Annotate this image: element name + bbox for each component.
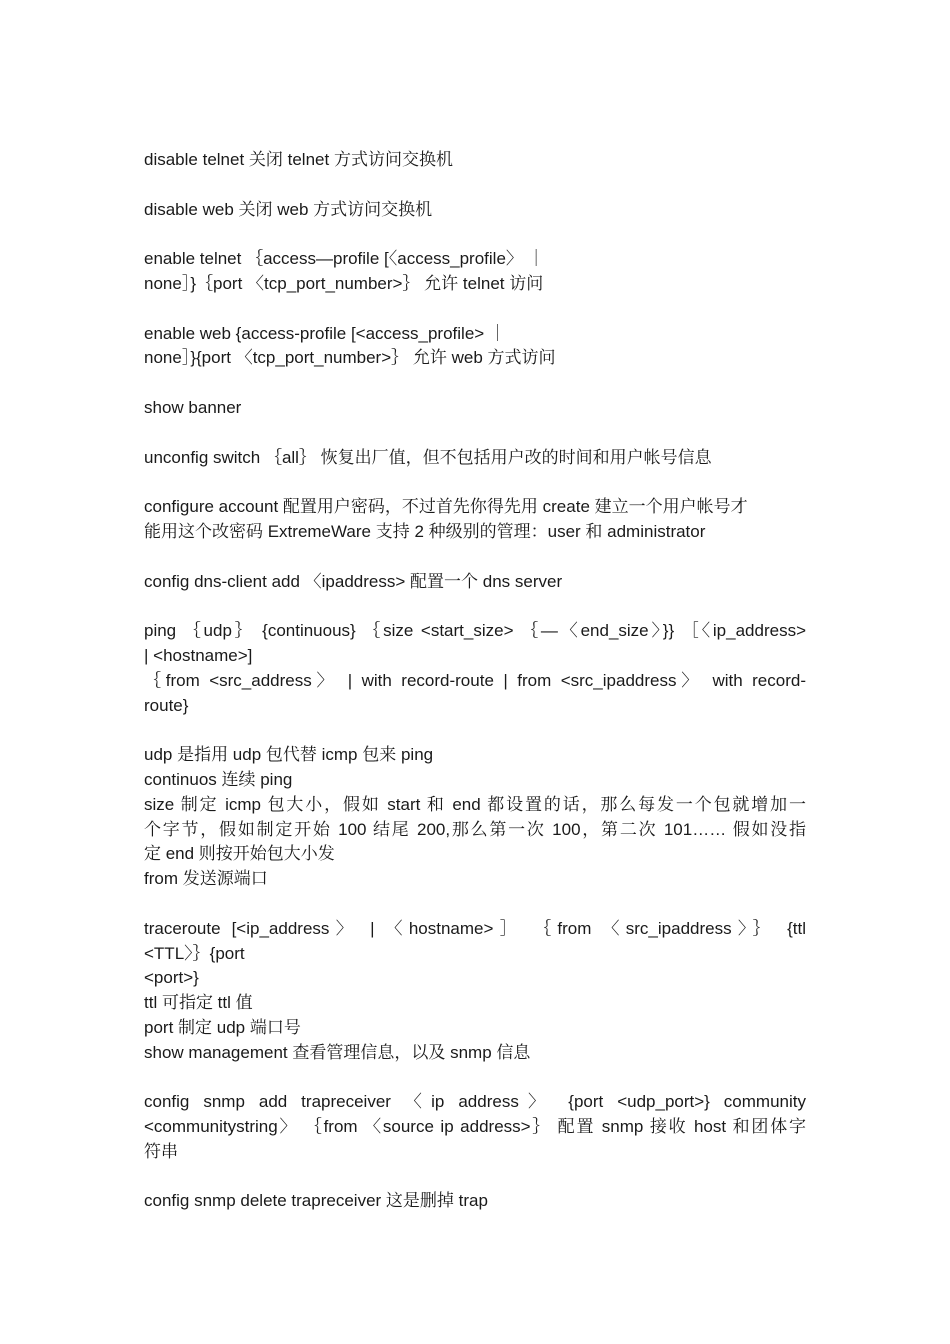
text-line: <port>} <box>144 968 199 988</box>
text-line: enable web {access-profile [<access_profile> ｜ <box>144 323 506 343</box>
text-line: show management 查看管理信息，以及 snmp 信息 <box>144 1042 531 1062</box>
text-line: continuos 连续 ping <box>144 769 293 789</box>
paragraph-disable-telnet <box>144 148 806 173</box>
text-line: route} <box>144 695 189 715</box>
text-line: ping ｛udp｝ {continuous} ｛size <start_size> ｛—〈end_size〉}} ［〈ip_address> <box>144 621 806 641</box>
text-line: ｛from <src_address〉 | with record-route | from <src_ipaddress〉 with record- <box>144 670 806 690</box>
text-line: ttl 可指定 ttl 值 <box>144 993 253 1013</box>
text-line: <communitystring〉 ｛from 〈source ip address>｝ 配置 snmp 接收 host 和团体字 <box>144 1117 806 1137</box>
paragraph-disable-web <box>144 198 806 223</box>
paragraph-config-dns-client <box>144 570 806 595</box>
paragraph-ping-options <box>144 743 806 892</box>
text-line: 能用这个改密码 ExtremeWare 支持 2 种级别的管理：user 和 administrator <box>144 521 706 541</box>
text-line: config snmp delete trapreceiver 这是删掉 trap <box>144 1191 488 1211</box>
text-line: none］}｛port 〈tcp_port_number>｝ 允许 telnet 访问 <box>144 273 544 293</box>
text-line: none］}{port 〈tcp_port_number>｝ 允许 web 方式访问 <box>144 348 556 368</box>
paragraph-traceroute <box>144 917 806 1066</box>
text-line: config snmp add trapreceiver 〈ip address〉 {port <udp_port>} community <box>144 1092 806 1112</box>
text-line: show banner <box>144 397 242 417</box>
text-line: | <hostname>] <box>144 645 253 665</box>
paragraph-enable-web <box>144 322 806 372</box>
paragraph-config-snmp-delete <box>144 1189 806 1214</box>
text-line: from 发送源端口 <box>144 869 268 889</box>
text-line: enable telnet ｛access—profile [〈access_profile〉 ｜ <box>144 249 545 269</box>
text-line: configure account 配置用户密码，不过首先你得先用 create 建立一个用户帐号才 <box>144 497 748 517</box>
paragraph-unconfig-switch <box>144 446 806 471</box>
document-body <box>144 148 806 1214</box>
text-line: config dns-client add 〈ipaddress> 配置一个 dns server <box>144 571 563 591</box>
paragraph-config-snmp-add <box>144 1090 806 1164</box>
text-line: 定 end 则按开始包大小发 <box>144 844 335 864</box>
text-line: 个字节，假如制定开始 100 结尾 200,那么第一次 100，第二次 101…… 假如没指 <box>144 819 806 839</box>
text-line: unconfig switch ｛all｝ 恢复出厂值，但不包括用户改的时间和用户帐号信息 <box>144 447 712 467</box>
text-line: port 制定 udp 端口号 <box>144 1017 301 1037</box>
paragraph-show-banner <box>144 396 806 421</box>
paragraph-ping <box>144 619 806 718</box>
text-line: 符串 <box>144 1141 178 1161</box>
text-line: disable web 关闭 web 方式访问交换机 <box>144 199 433 219</box>
text-line: size 制定 icmp 包大小，假如 start 和 end 都设置的话，那么每发一个包就增加一 <box>144 794 806 814</box>
text-line: traceroute [<ip_address〉 | 〈hostname>］ ｛from 〈src_ipaddress〉｝ {ttl <box>144 918 806 938</box>
paragraph-configure-account <box>144 495 806 545</box>
text-line: disable telnet 关闭 telnet 方式访问交换机 <box>144 150 453 169</box>
text-line: udp 是指用 udp 包代替 icmp 包来 ping <box>144 745 434 765</box>
text-line: <TTL〉｝{port <box>144 943 245 963</box>
paragraph-enable-telnet <box>144 247 806 297</box>
